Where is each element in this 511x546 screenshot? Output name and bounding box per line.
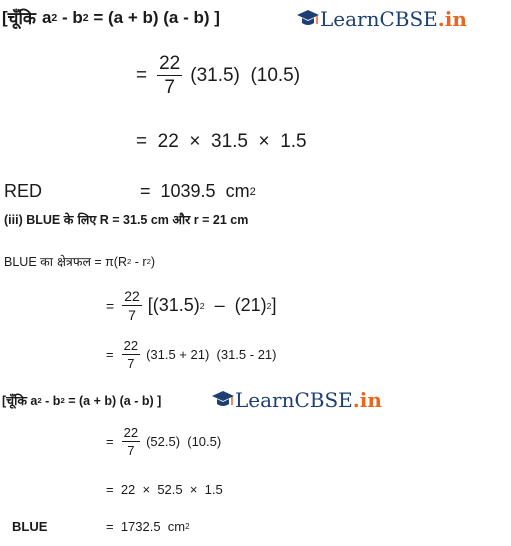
result-label: RED: [4, 181, 43, 201]
equals-sign: =: [106, 297, 115, 314]
blue-area-formula: BLUE का क्षेत्रफल = π(R 2 - r 2 ): [4, 254, 156, 269]
area-pre: BLUE: [4, 254, 41, 269]
area-formula: = π(R: [90, 254, 127, 269]
bracket-open: [: [2, 393, 7, 408]
expr-mid: - b: [41, 393, 61, 408]
blue-step-1: = $\frac{22}{7}$ [(31.5) 2 – (21) 2 ]: [106, 288, 277, 323]
expr-close: ]: [271, 295, 277, 315]
blue-result: BLUE = 1732.5 cm 2: [12, 519, 190, 534]
part-iii-heading: [4, 211, 248, 228]
heading-mid: R = 31.5 cm: [96, 212, 173, 227]
equals-sign: =: [136, 64, 148, 86]
expr-mid: - b: [57, 7, 83, 27]
fraction-numerator: 22: [159, 53, 181, 74]
expr-minus: – (21): [204, 295, 267, 315]
heading-post: r = 21 cm: [190, 212, 249, 227]
fraction-numerator: 22: [123, 338, 139, 353]
learncbse-logo[interactable]: [211, 388, 382, 412]
heading-pre: (iii) BLUE: [4, 212, 64, 227]
result-value: = 1732.5 cm: [106, 519, 186, 534]
expression: (31.5 + 21) (31.5 - 21): [146, 347, 277, 362]
hindi-since: चूँकि: [6, 393, 27, 408]
logo-tld: .in: [352, 388, 382, 412]
logo-brand: LearnCBSE: [235, 388, 353, 412]
fraction-numerator: 22: [124, 288, 140, 304]
fraction-denominator: 7: [128, 307, 136, 323]
area-close: ): [150, 254, 156, 269]
red-result: RED = 1039.5 cm 2: [4, 181, 256, 201]
fraction-denominator: 7: [127, 356, 135, 371]
blue-step-2: [106, 339, 277, 370]
expression: (31.5) (10.5): [190, 64, 301, 86]
expr-open: [(31.5): [147, 295, 200, 315]
fraction: [122, 339, 140, 370]
graduation-cap-icon: [296, 8, 320, 30]
identity-line-2: [ चूँकि a 2 - b 2 = (a + b) (a - b) ]: [2, 393, 162, 408]
blue-step-3: [106, 426, 221, 457]
logo-tld: .in: [437, 7, 467, 31]
expression: = 22 × 52.5 × 1.5: [106, 482, 223, 497]
bracket-open: [: [2, 7, 8, 27]
fraction: [157, 54, 182, 97]
hindi-since: चूँकि: [7, 9, 36, 29]
fraction-denominator: 7: [127, 443, 135, 458]
fraction: [122, 289, 142, 322]
expr-end: = (a + b) (a - b) ]: [64, 393, 162, 408]
expr-end: = (a + b) (a - b) ]: [88, 7, 220, 27]
red-step-2: [136, 131, 307, 153]
hindi-and: और: [172, 212, 191, 227]
logo-brand: LearnCBSE: [320, 7, 438, 31]
fraction-denominator: 7: [164, 77, 175, 98]
expr-a: a: [41, 7, 52, 27]
fraction-numerator: 22: [123, 425, 139, 440]
graduation-cap-icon: [211, 389, 235, 411]
learncbse-logo[interactable]: [296, 7, 467, 31]
hindi-area: का क्षेत्रफल: [40, 254, 91, 269]
expr-a: a: [26, 393, 38, 408]
expression: = 22 × 31.5 × 1.5: [136, 131, 307, 152]
fraction: [122, 426, 140, 457]
hindi-for: के लिए: [63, 212, 97, 227]
expression: (52.5) (10.5): [146, 434, 222, 449]
area-minus: - r: [131, 254, 147, 269]
equals-sign: =: [106, 347, 114, 362]
equals-sign: =: [106, 434, 114, 449]
identity-line-1: [ चूँकि a 2 - b 2 = (a + b) (a - b) ]: [2, 7, 220, 29]
blue-step-4: [106, 482, 223, 497]
red-step-1: [136, 54, 300, 97]
result-value: = 1039.5 cm: [140, 181, 250, 201]
result-label: BLUE: [12, 519, 48, 534]
